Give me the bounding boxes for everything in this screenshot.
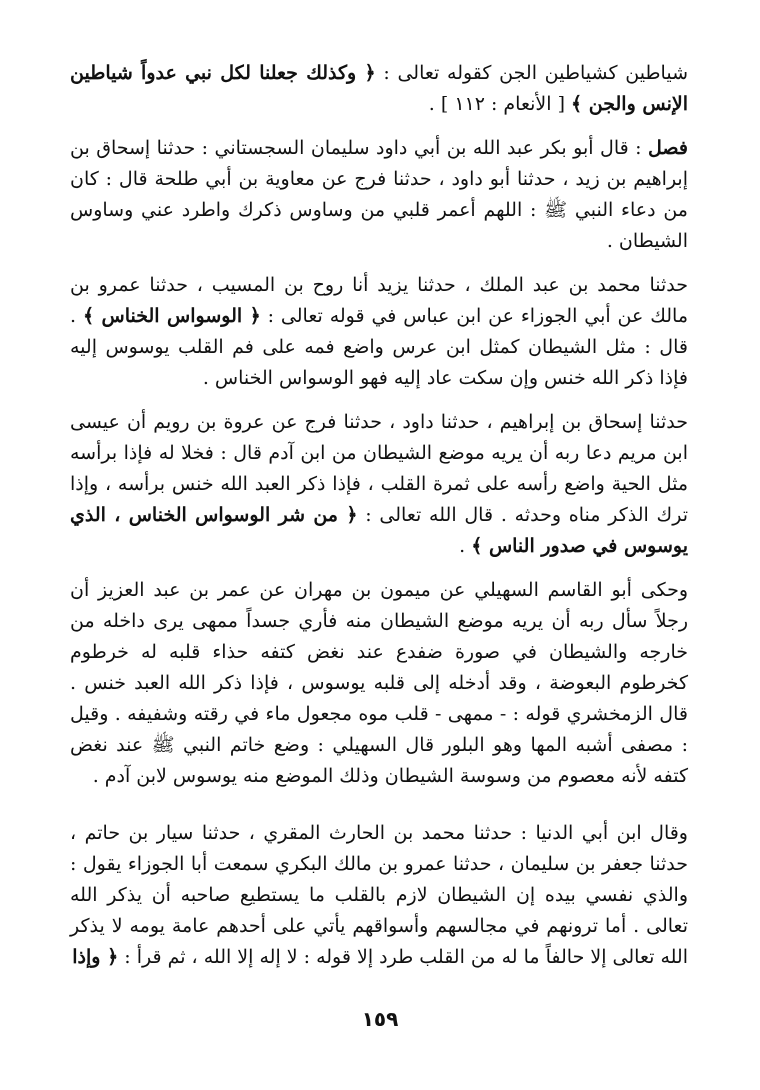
paragraph-fasl	[70, 133, 688, 257]
bold-text-segment: ﴿ وكذلك جعلنا لكل نبي عدواً شياطين الإنس والجن ﴾	[70, 62, 688, 115]
text-segment: حدثنا محمد بن عبد الملك ، حدثنا يزيد أنا روح بن المسيب ، حدثنا عمرو بن مالك عن أبي الجوزاء عن ابن عباس في قوله تعالى :	[70, 274, 688, 327]
text-segment: وقال ابن أبي الدنيا : حدثنا محمد بن الحارث المقري ، حدثنا سيار بن حاتم ، حدثنا جعفر بن سليمان ، حدثنا عمرو بن مالك البكري سمعت أبا الجوزاء يقول : والذي نفسي بيده إن الشيطان لازم بالقلب ما يستطيع صاحبه أن يذكر الله تعالى . أما ترونهم في مجالسهم وأسواقهم يأتي على أحدهم عامة يومه لا يذكر الله تعالى إلا حالفاً ما له من القلب طرد إلا قوله : لا إله إلا الله ، ثم قرأ :	[70, 822, 688, 968]
book-page	[70, 58, 688, 986]
text-segment: .	[459, 535, 472, 557]
bold-text-segment: ﴿ الوسواس الخناس ﴾	[82, 305, 261, 327]
text-segment: [ الأنعام : ١١٢ ] .	[428, 93, 572, 115]
paragraph-ibn-abi-dunya	[70, 818, 688, 973]
text-segment: . قال : مثل الشيطان كمثل ابن عرس واضع فمه على فم القلب يوسوس إليه فإذا ذكر الله خنس وإن سكت عاد إليه فهو الوسواس الخناس .	[70, 305, 688, 389]
text-segment: شياطين كشياطين الجن كقوله تعالى :	[375, 62, 688, 84]
paragraph-isa-ibn-maryam	[70, 407, 688, 562]
bold-text-segment: ﴿ وإذا	[72, 946, 119, 968]
text-segment: : قال أبو بكر عبد الله بن أبي داود سليمان السجستاني : حدثنا إسحاق بن إبراهيم بن زيد ، حدثنا أبو داود ، حدثنا فرج عن معاوية بن أبي طلحة قال : كان من دعاء النبي ﷺ : اللهم أعمر قلبي من وساوس ذكرك واطرد عني وساوس الشيطان .	[70, 137, 688, 252]
paragraph-ibn-abbas	[70, 270, 688, 394]
paragraph-suhaili	[70, 575, 688, 792]
bold-text-segment: ﴿ من شر الوسواس الخناس ، الذي يوسوس في صدور الناس ﴾	[70, 504, 688, 557]
text-segment: وحكى أبو القاسم السهيلي عن ميمون بن مهران عن عمر بن عبد العزيز أن رجلاً سأل ربه أن يريه موضع الشيطان منه فأري جسداً ممهى يرى داخله من خارجه والشيطان في صورة ضفدع عند نغض كتفه حذاء قلبه له خرطوم كخرطوم البعوضة ، وقد أدخله إلى قلبه يوسوس ، فإذا ذكر الله العبد خنس . قال الزمخشري قوله : - ممهى - قلب موه مجعول ماء في رقته وشفيفه . وقيل : مصفى أشبه المها وهو البلور قال السهيلي : وضع خاتم النبي ﷺ عند نغض كتفه لأنه معصوم من وسوسة الشيطان وذلك الموضع منه يوسوس لابن آدم .	[70, 579, 688, 787]
page-number: ١٥٩	[361, 1007, 399, 1031]
paragraph-quran-verse	[70, 58, 688, 120]
text-segment: حدثنا إسحاق بن إبراهيم ، حدثنا داود ، حدثنا فرج عن عروة بن رويم أن عيسى ابن مريم دعا ربه أن يريه موضع الشيطان من ابن آدم قال : فخلا له فإذا برأسه مثل الحية واضع رأسه على ثمرة القلب ، فإذا ذكر العبد الله خنس برأسه ، وإذا ترك الذكر مناه وحدثه . قال الله تعالى :	[70, 411, 688, 526]
bold-text-segment: فصل	[648, 137, 688, 159]
